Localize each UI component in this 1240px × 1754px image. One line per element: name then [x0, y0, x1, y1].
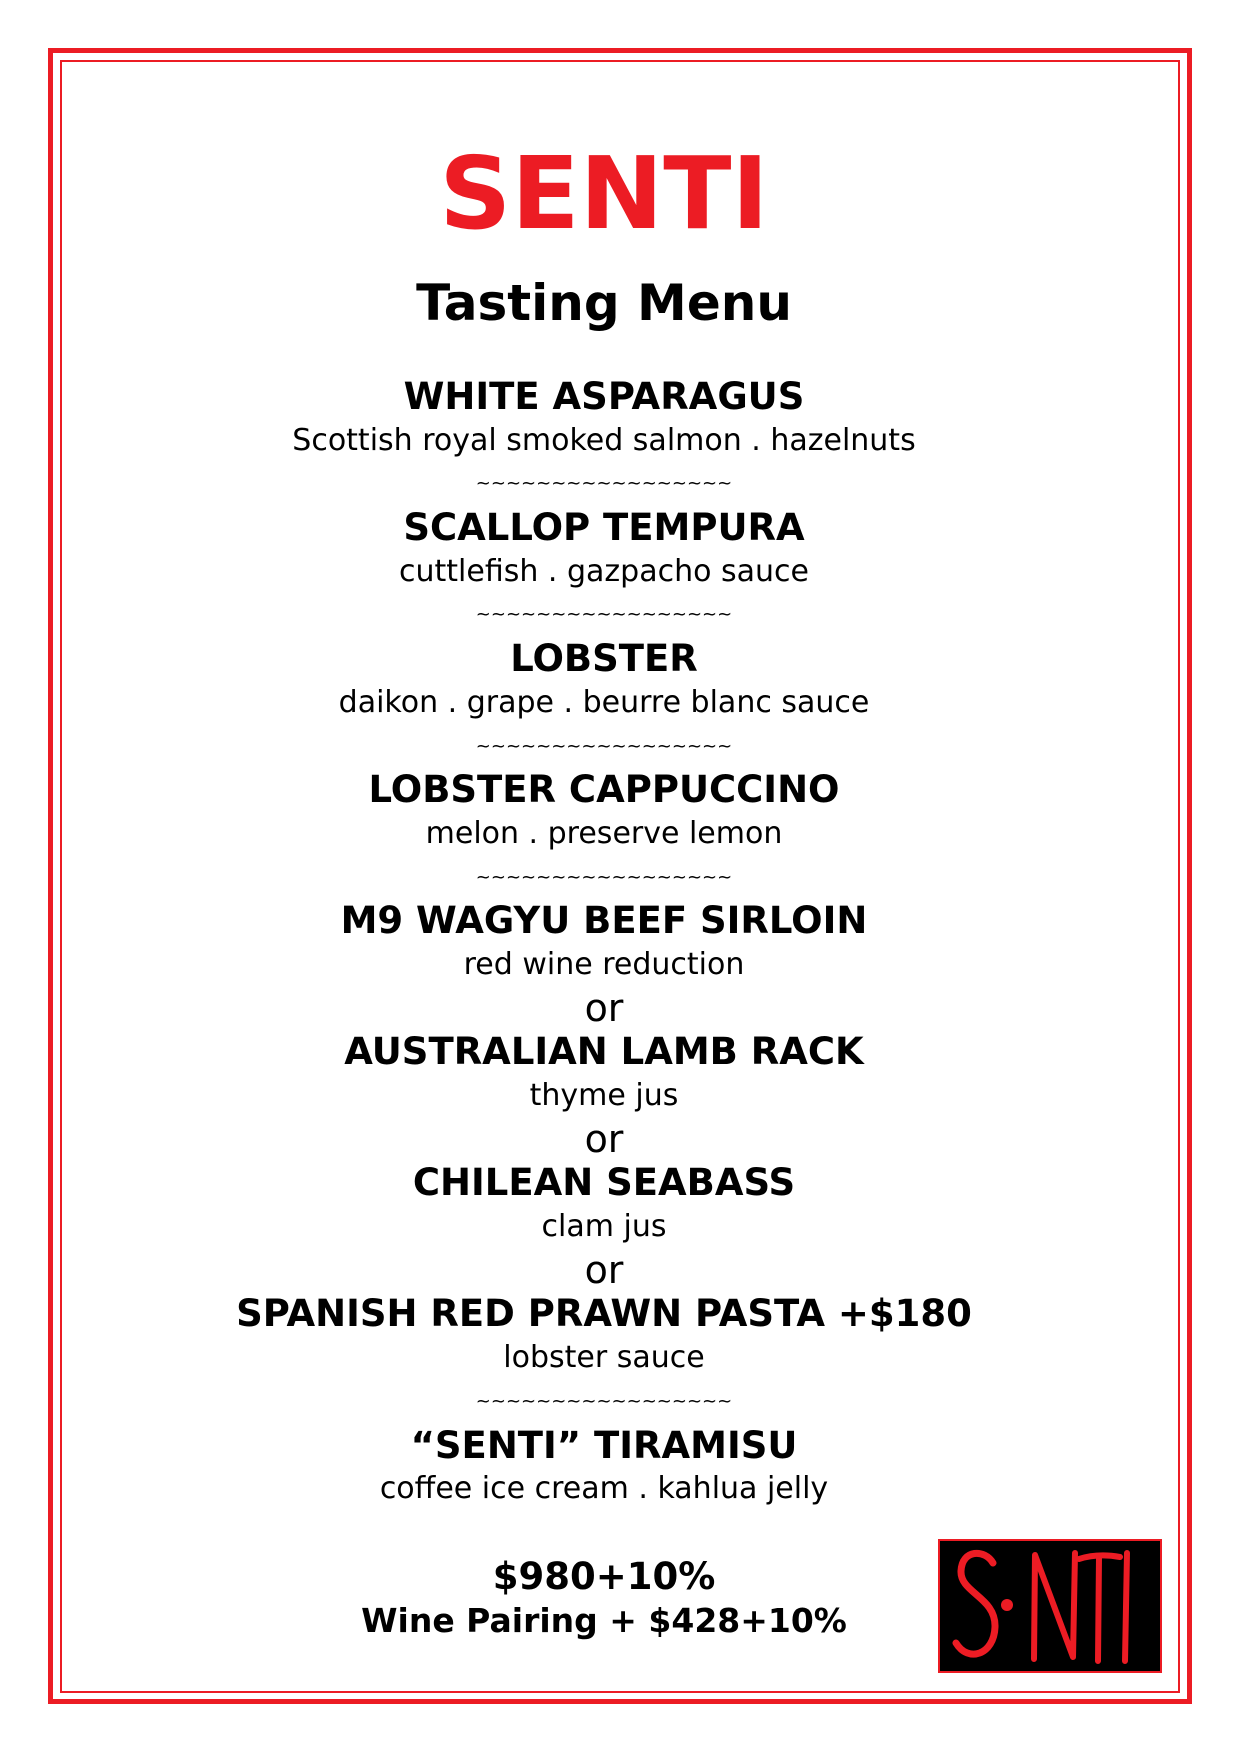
choice-conjunction: or [584, 1247, 624, 1292]
dish-description: Scottish royal smoked salmon . hazelnuts [292, 422, 916, 458]
course-list [100, 375, 1108, 1511]
dish-name: “SENTI” TIRAMISU [410, 1423, 798, 1467]
logo-letter-t-stem [1098, 1557, 1099, 1661]
choice-conjunction: or [584, 985, 624, 1030]
main-choice-description: clam jus [541, 1209, 667, 1245]
course-separator: ~~~~~~~~~~~~~~~~~ [475, 604, 733, 626]
dish-description: daikon . grape . beurre blanc sauce [338, 684, 870, 720]
logo-letter-i [1125, 1553, 1127, 1661]
dish-name: LOBSTER [510, 637, 698, 681]
dish-name: LOBSTER CAPPUCCINO [368, 768, 840, 812]
main-choice-description: lobster sauce [503, 1340, 705, 1376]
course-separator: ~~~~~~~~~~~~~~~~~ [475, 1390, 733, 1412]
senti-logo [938, 1539, 1162, 1673]
logo-letter-n [1034, 1553, 1075, 1659]
main-choice-description: thyme jus [529, 1078, 679, 1113]
main-choice-name: CHILEAN SEABASS [412, 1161, 796, 1205]
course-separator: ~~~~~~~~~~~~~~~~~ [475, 866, 733, 888]
wine-pairing-price: Wine Pairing + $428+10% [361, 1601, 847, 1640]
dish-description: coffee ice cream . kahlua jelly [379, 1471, 829, 1507]
main-choice-description: red wine reduction [463, 946, 745, 982]
restaurant-name: SENTI [439, 135, 769, 252]
menu-title: Tasting Menu [416, 274, 792, 332]
course-separator: ~~~~~~~~~~~~~~~~~ [475, 473, 733, 495]
menu-price: $980+10% [492, 1555, 716, 1598]
dish-name: SCALLOP TEMPURA [403, 506, 805, 550]
choice-conjunction: or [584, 1116, 624, 1161]
main-choice-name: M9 WAGYU BEEF SIRLOIN [340, 899, 868, 943]
logo-letter-e-dot [1001, 1599, 1013, 1611]
logo-artwork [938, 1539, 1162, 1673]
course-separator: ~~~~~~~~~~~~~~~~~ [475, 735, 733, 757]
main-choice-name: SPANISH RED PRAWN PASTA +$180 [236, 1292, 972, 1336]
dish-description: cuttlefish . gazpacho sauce [399, 553, 809, 589]
dish-name: WHITE ASPARAGUS [403, 375, 805, 418]
main-choice-name: AUSTRALIAN LAMB RACK [344, 1030, 864, 1074]
dish-description: melon . preserve lemon [425, 815, 783, 851]
logo-letter-s [956, 1553, 995, 1654]
